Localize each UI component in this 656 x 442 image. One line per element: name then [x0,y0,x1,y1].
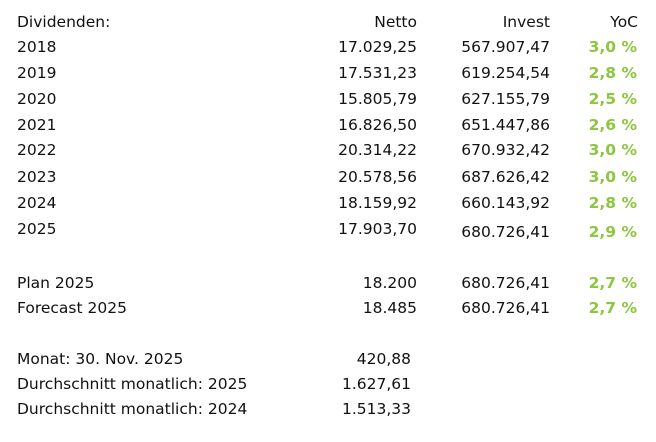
forecast-yoc-value: 2,7 % [588,299,637,317]
yoc-value: 2,9 % [588,223,637,241]
year-label: 2019 [17,64,57,82]
netto-value: 15.805,79 [338,90,417,108]
invest-value: 687.626,42 [461,168,550,186]
yoc-value: 3,0 % [588,141,637,159]
yoc-value: 2,6 % [588,116,637,134]
summary-value: 1.627,61 [341,375,411,393]
summary-label: Durchschnitt monatlich: 2025 [17,375,248,393]
invest-column-header: Invest [502,13,550,31]
netto-value: 17.903,70 [338,220,417,238]
summary-label: Monat: 30. Nov. 2025 [17,350,184,368]
invest-value: 670.932,42 [461,141,550,159]
plan-netto-value: 18.200 [362,274,417,292]
invest-value: 651.447,86 [461,116,550,134]
yoc-value: 2,8 % [588,194,637,212]
year-label: 2024 [17,194,57,212]
invest-value: 627.155,79 [461,90,550,108]
netto-value: 16.826,50 [338,116,417,134]
forecast-netto-value: 18.485 [362,299,417,317]
plan-label: Plan 2025 [17,274,95,292]
summary-value: 420,88 [356,350,411,368]
invest-value: 660.143,92 [461,194,550,212]
year-label: 2022 [17,141,57,159]
invest-value: 619.254,54 [461,64,550,82]
plan-yoc-value: 2,7 % [588,274,637,292]
netto-value: 17.531,23 [338,64,417,82]
yoc-value: 3,0 % [588,38,637,56]
year-label: 2020 [17,90,57,108]
netto-value: 20.578,56 [338,168,417,186]
dividends-heading: Dividenden: [17,13,111,31]
year-label: 2023 [17,168,57,186]
year-label: 2021 [17,116,57,134]
yoc-column-header: YoC [610,13,638,31]
netto-value: 17.029,25 [338,38,417,56]
invest-value: 680.726,41 [461,223,550,241]
year-label: 2018 [17,38,57,56]
year-label: 2025 [17,220,57,238]
yoc-value: 2,8 % [588,64,637,82]
netto-value: 20.314,22 [338,141,417,159]
netto-column-header: Netto [374,13,417,31]
yoc-value: 3,0 % [588,168,637,186]
invest-value: 567.907,47 [461,38,550,56]
netto-value: 18.159,92 [338,194,417,212]
plan-invest-value: 680.726,41 [461,274,550,292]
yoc-value: 2,5 % [588,90,637,108]
forecast-invest-value: 680.726,41 [461,299,550,317]
summary-value: 1.513,33 [341,400,411,418]
forecast-label: Forecast 2025 [17,299,127,317]
summary-label: Durchschnitt monatlich: 2024 [17,400,248,418]
